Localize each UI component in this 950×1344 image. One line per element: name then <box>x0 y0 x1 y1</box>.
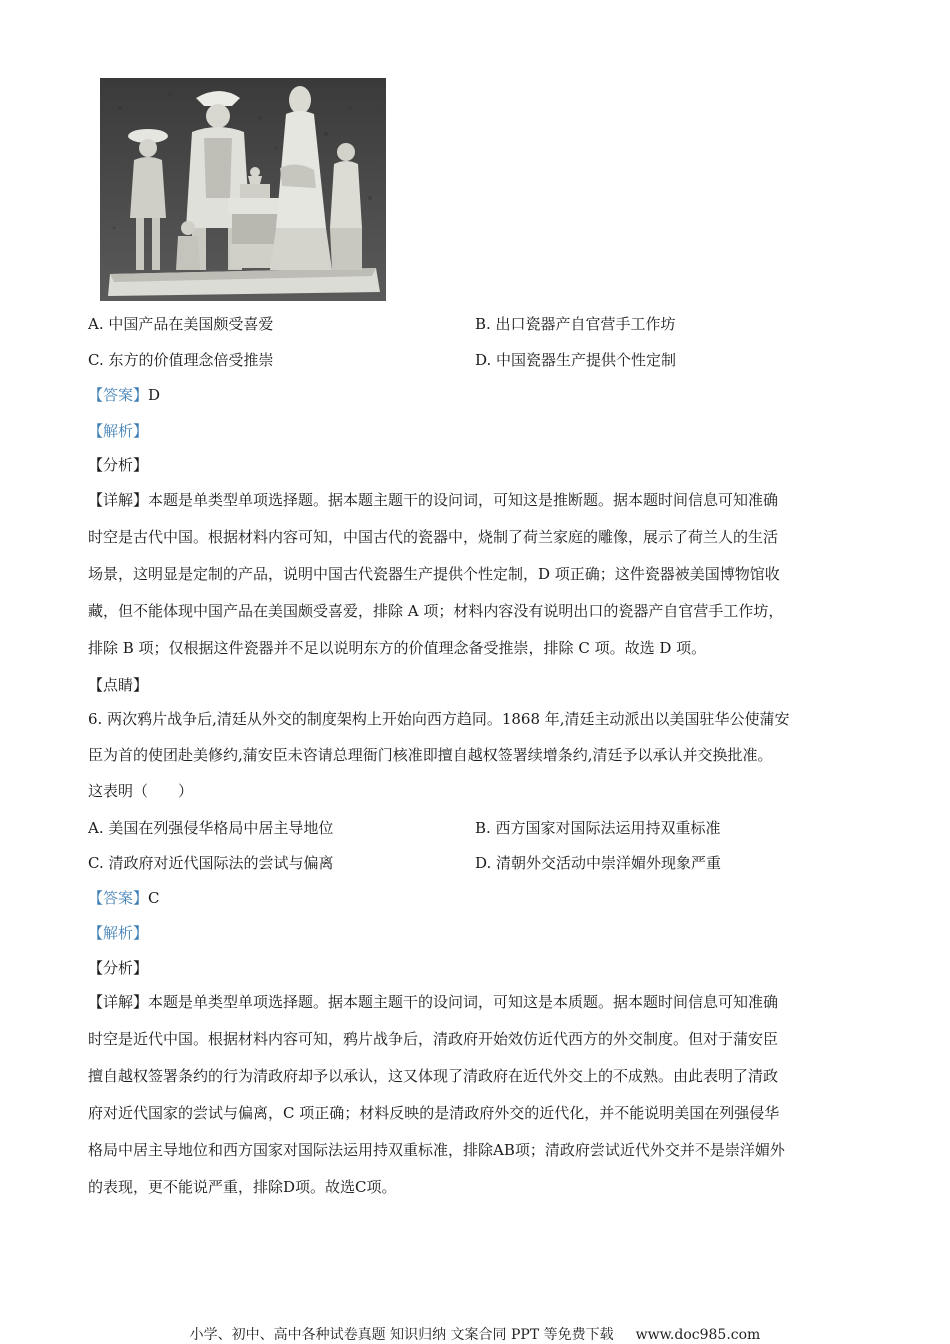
q5-answer <box>88 385 160 405</box>
q5-dianjing-tag: 【点睛】 <box>88 676 149 694</box>
q6-answer <box>88 888 160 908</box>
figurine-image <box>100 78 386 301</box>
q5-option-d: D. 中国瓷器生产提供个性定制 <box>475 351 677 369</box>
detail-line: 擅自越权签署条约的行为清政府却予以承认，这又体现了清政府在近代外交上的不成熟。由此表明了清政 <box>88 1067 779 1085</box>
answer-value: C <box>148 889 160 907</box>
answer-tag: 【答案】 <box>88 386 149 404</box>
detail-line: 场景，这明显是定制的产品，说明中国古代瓷器生产提供个性定制，D 项正确；这件瓷器被美国博物馆收 <box>88 565 780 583</box>
q5-option-c: C. 东方的价值理念倍受推崇 <box>88 351 274 369</box>
q6-stem <box>88 709 868 817</box>
q6-option-d: D. 清朝外交活动中崇洋媚外现象严重 <box>475 854 722 872</box>
q5-fenxi-tag: 【分析】 <box>88 456 149 474</box>
detail-line: 【详解】本题是单类型单项选择题。据本题主题干的设问词，可知这是推断题。据本题时间信息可知准确 <box>88 491 779 509</box>
q6-fenxi-tag: 【分析】 <box>88 959 149 977</box>
detail-line: 的表现，更不能说严重，排除D项。故选C项。 <box>88 1178 397 1196</box>
q5-analysis-tag: 【解析】 <box>88 422 149 440</box>
detail-line: 格局中居主导地位和西方国家对国际法运用持双重标准，排除AB项；清政府尝试近代外交并不是崇洋媚外 <box>88 1141 785 1159</box>
detail-line: 【详解】本题是单类型单项选择题。据本题主题干的设问词，可知这是本质题。据本题时间信息可知准确 <box>88 993 779 1011</box>
detail-line: 藏，但不能体现中国产品在美国颇受喜爱，排除 A 项；材料内容没有说明出口的瓷器产自官营手工作坊， <box>88 602 784 620</box>
answer-tag: 【答案】 <box>88 889 149 907</box>
q6-detail <box>88 992 868 1214</box>
porcelain-figurine-photo <box>100 78 386 301</box>
q5-option-b: B. 出口瓷器产自官营手工作坊 <box>475 315 676 333</box>
q5-option-a: A. 中国产品在美国颇受喜爱 <box>88 315 274 333</box>
q6-option-b: B. 西方国家对国际法运用持双重标准 <box>475 819 721 837</box>
q6-analysis-tag: 【解析】 <box>88 924 149 942</box>
q6-option-c: C. 清政府对近代国际法的尝试与偏离 <box>88 854 334 872</box>
q5-detail <box>88 490 868 675</box>
detail-line: 排除 B 项；仅根据这件瓷器并不足以说明东方的价值理念备受推崇，排除 C 项。故选 D 项。 <box>88 639 707 657</box>
page-footer <box>0 1324 950 1344</box>
footer-text: 小学、初中、高中各种试卷真题 知识归纳 文案合同 PPT 等免费下载 <box>189 1327 614 1343</box>
detail-line: 时空是近代中国。根据材料内容可知，鸦片战争后，清政府开始效仿近代西方的外交制度。但对于蒲安臣 <box>88 1030 779 1048</box>
answer-value: D <box>148 386 161 404</box>
stem-line: 6. 两次鸦片战争后,清廷从外交的制度架构上开始向西方趋同。1868 年,清廷主动派出以美国驻华公使蒲安 <box>88 710 790 728</box>
q6-option-a: A. 美国在列强侵华格局中居主导地位 <box>88 819 334 837</box>
stem-line: 臣为首的使团赴美修约,蒲安臣未咨请总理衙门核准即擅自越权签署续增条约,清廷予以承认并交换批准。 <box>88 746 773 764</box>
detail-line: 府对近代国家的尝试与偏离，C 项正确；材料反映的是清政府外交的近代化，并不能说明美国在列强侵华 <box>88 1104 780 1122</box>
stem-line: 这表明（ ） <box>88 782 194 800</box>
footer-link[interactable]: www.doc985.com <box>635 1327 761 1343</box>
detail-line: 时空是古代中国。根据材料内容可知，中国古代的瓷器中，烧制了荷兰家庭的雕像，展示了荷兰人的生活 <box>88 528 779 546</box>
